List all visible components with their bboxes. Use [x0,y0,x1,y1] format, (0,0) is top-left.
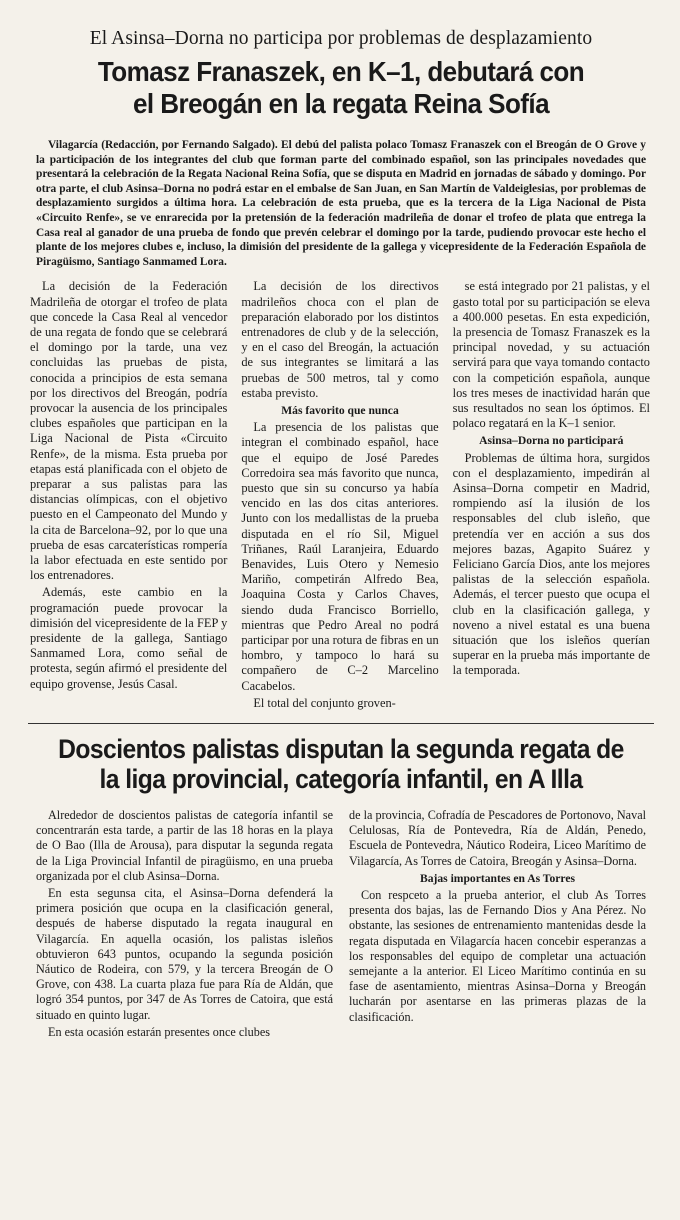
article-headline [46,734,636,794]
article-headline [46,56,636,120]
article-columns [36,808,646,1042]
paragraph: de la provincia, Cofradía de Pescadores de Portonovo, Naval Celulosas, Ría de Pontevedra, Ría de Aldán, Penedo, Escuela de Pontevedra, Náutico Rodeira, Liceo Marítimo de Vilagarcía, As Torres de Catoira, Breogán y Asinsa–Dorna. [349,808,646,868]
paragraph: Problemas de última hora, surgidos con el desplazamiento, impedirán al Asinsa–Dorna competir en Madrid, rompiendo así la ilusión de los responsables del club isleño, que pretendía ver en acción a sus dos mejores bazas, Agapito Suárez y Feliciano García Dios, ante los mejores palistas de la selección española. Además, el tercer puesto que ocupa el club en la clasificación gallega, y noveno a nivel estatal es una buena situación que los isleños querían superar en la prueba más importante de la temporada. [452,450,650,678]
column-3 [453,279,650,713]
section-subhead: Bajas importantes en As Torres [419,871,576,885]
article-divider [28,723,654,724]
paragraph: se está integrado por 21 palistas, y el gasto total por su participación se eleva a 400.000 pesetas. En esta expedición, la presencia de Tomasz Franaszek es la principal novedad, y su actuación servirá para que vaya tomando contacto con la competición española, aunque los tres meses de inactividad harán que sus resultados no sean los óptimos. El polaco regatará en la K–1 senior. [452,279,650,431]
paragraph: Con respceto a la prueba anterior, el club As Torres presenta dos bajas, las de Fernando Dios y Ana Pérez. No obstante, las sesiones de entrenamiento mantenidas desde la regata disputada en Vilagarcía hacen concebir esperanzas a los responsables del equipo de completar una actuación semejante a la anterior. El Liceo Marítimo continúa en su fase de asentamiento, mientras Asinsa–Dorna y Breogán lucharán por asentarse en las primeras plazas de la clasificación. [349,888,646,1024]
paragraph: Además, este cambio en la programación puede provocar la dimisión del vicepresidente de la FEP y presidente de la gallega, Santiago Sanmamed Lora, como señal de protesta, según afirmó el presidente del equipo grovense, Jesús Casal. [30,585,228,691]
paragraph: En esta segunsa cita, el Asinsa–Dorna defenderá la primera posición que ocupa en la clasificación general, después de haberse disputado la regata inaugural en Vilagarcía. En aquella ocasión, los palistas isleños obtuvieron 643 puntos, ocupando la segunda posición Náutico de Rodeira, con 579, y la tercera Breogán de O Grove, con 438. La cuarta plaza fue para Ría de Aldán, que logró 354 puntos, por 347 de As Torres de Catoira, que está situado en quinto lugar. [36,886,333,1022]
article-lead: Vilagarcía (Redacción, por Fernando Salgado). El debú del palista polaco Tomasz Franaszek con el Breogán de O Grove y la participación de los integrantes del club que forman parte del combinado español, son las principales novedades que presentará la celebración de la Regata Nacional Reina Sofía, que se disputa en Madrid en jornadas de sábado y domingo. Por otra parte, el club Asinsa–Dorna no podrá estar en el embalse de San Juan, en San Martín de Valdeiglesias, por problemas de desplazamiento surgidos a última hora. La celebración de esta prueba, que es la tercera de la Liga Nacional de Pista «Circuito Renfe», se ve enrarecida por la pretensión de la federación madrileña de donar el trofeo de plata que entrega la Casa real al ganador de una prueba de fondo que prevén celebrar el domingo por la tarde, pudiendo provocar este hecho el plante de los mejores clubes e, incluso, la dimisión del presidente de la gallega y vicepresidente de la Federación Española de Piragüismo, Santiago Sanmamed Lora. [36,139,646,268]
column-1 [36,808,333,1042]
paragraph: La presencia de los palistas que integran el combinado español, hace que el equipo de José Paredes Corredoira sea más favorito que nunca, puesto que sin su concurso ya había vencido en las dos citas anteriores. Junto con los medallistas de la prueba disputada en el río Sil, Miguel Triñanes, Raúl Laranjeira, Eduardo Benavides, Luis Otero y Nemesio Mariño, competirán Alfredo Bea, Joaquina Costa y Carlos Chaves, siendo duda Francisco Borriello, mientras que Pedro Areal no podrá participar por una rotura de fibras en un hombro, y tampoco lo hará su compañero de C–2 Marcelino Cacabelos. [241,420,439,693]
paragraph: Alrededor de doscientos palistas de categoría infantil se concentrarán esta tarde, a partir de las 18 horas en la playa de O Bao (Illa de Arousa), para disputar la segunda regata de la Liga Provincial Infantil de piragüismo, en una prueba organizada por el club Asinsa–Dorna. [36,808,333,883]
section-subhead: Asinsa–Dorna no participará [479,434,624,448]
paragraph: La decisión de los directivos madrileños choca con el plan de preparación elaborado por los distintos entrenadores de club y de la selección, y en el caso del Breogán, la actuación de sus integrantes se limitará a las pruebas de 500 metros, tal y como estaba previsto. [241,279,439,400]
article-kicker: El Asinsa–Dorna no participa por problemas de desplazamiento [89,28,593,49]
column-2 [349,808,646,1042]
article-columns [30,279,650,713]
paragraph: El total del conjunto groven- [253,695,396,710]
headline-line-2: el Breogán en la regata Reina Sofía [132,88,550,119]
headline-line-2: la liga provincial, categoría infantil, en A Illa [99,764,583,795]
column-1 [30,279,227,713]
headline-line-1: Doscientos palistas disputan la segunda regata de [58,734,624,765]
headline-line-1: Tomasz Franaszek, en K–1, debutará con [97,56,585,87]
paragraph: En esta ocasión estarán presentes once clubes [48,1024,270,1039]
section-subhead: Más favorito que nunca [281,403,399,417]
article-franaszek [24,28,658,713]
column-2 [241,279,438,713]
paragraph: La decisión de la Federación Madrileña de otorgar el trofeo de plata que concede la Casa Real al vencedor de una regata de fondo que se celebrará el domingo por la tarde, una vez concluidas las pruebas de pista, conocida a principios de esta semana por los directivos del Breogán, podría provocar la ausencia de los principales clubes españoles que participan en la Liga Nacional de Pista «Circuito Renfe», de la misma. Esta prueba por etapas está planificada con el objeto de preparar a sus palistas para las distancias olímpicas, con el objetivo puesto en el Campeonato del Mundo y la cita de Barcelona–92, por lo que una prueba de esas carcaterísticas rompería la labor efectuada en este sentido por los entrenadores. [30,279,228,583]
article-doscientos-palistas [24,734,658,1042]
